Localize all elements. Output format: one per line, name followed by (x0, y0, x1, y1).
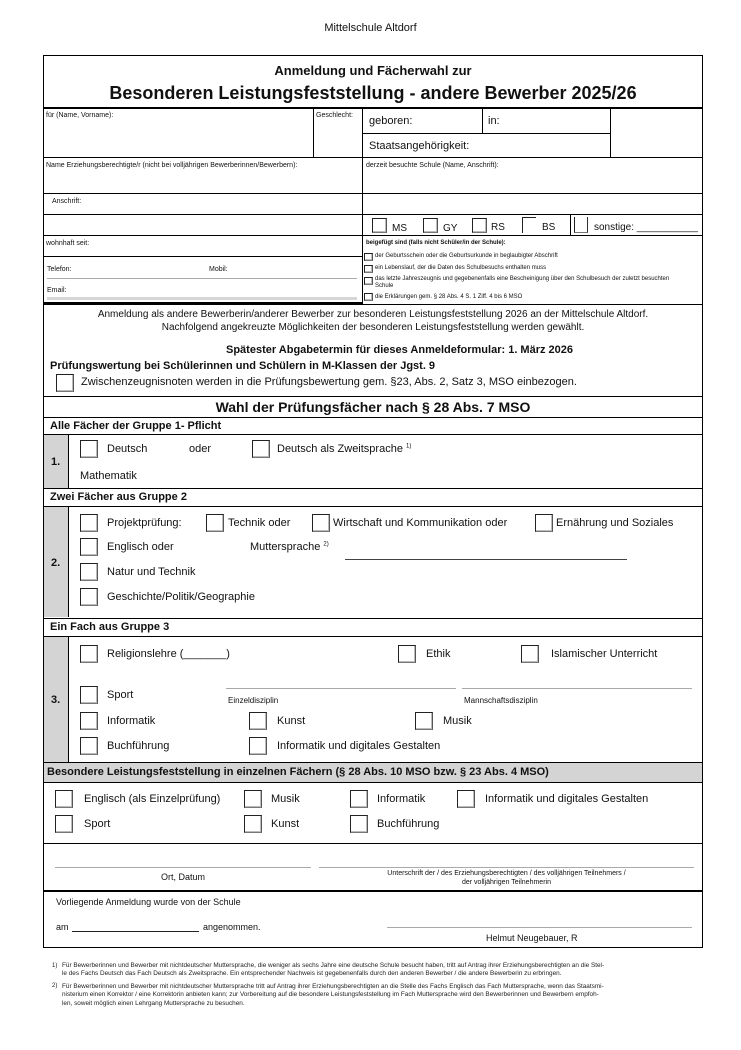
divider (43, 256, 363, 257)
label-mannschaftsdisziplin: Mannschaftsdisziplin (464, 696, 538, 705)
label-single-informatik: Informatik (377, 793, 426, 805)
label-place-date: Ort, Datum (160, 872, 205, 882)
label-sport: Sport (107, 689, 134, 701)
mclass-option: Zwischenzeugnisnoten werden in die Prüfungsbewertung gem. §23, Abs. 2, Satz 3, MSO einbezogen. (81, 376, 577, 388)
label-technik: Technik oder (228, 517, 291, 529)
checkbox-attachment-cv[interactable] (364, 265, 373, 273)
group3-number: 3. (51, 694, 61, 706)
checkbox-informatik[interactable] (80, 712, 98, 730)
footnote-2-line2: nisterium einen Korrektor / eine Korrektorin anbieten kann; zur Vorbereitung auf die besondere Leistungsfeststellung im Fach Muttersprache wird den Bewerberinnen und Bewerbern empfoh- (62, 990, 599, 998)
nationality-field[interactable] (475, 135, 605, 155)
checkbox-musik[interactable] (415, 712, 433, 730)
checkbox-attachment-report[interactable] (364, 277, 373, 285)
label-musik: Musik (443, 715, 472, 727)
label-single-buchfuehrung: Buchführung (377, 818, 440, 830)
school-type-bs: BS (542, 222, 556, 233)
divider (43, 890, 703, 892)
label-buchfuehrung: Buchführung (107, 740, 170, 752)
checkbox-daz[interactable] (252, 440, 270, 458)
born-label: geboren: (369, 115, 413, 127)
attachment-declarations: die Erklärungen gem. § 28 Abs. 4 S. 1 Ziff. 4 bis 6 MSO (375, 294, 523, 300)
label-daz (277, 443, 411, 455)
checkbox-englisch[interactable] (80, 538, 98, 556)
label-math: Mathematik (80, 470, 137, 482)
address-field[interactable] (95, 195, 357, 213)
label-informatik: Informatik (107, 715, 156, 727)
checkbox-idg[interactable] (249, 737, 267, 755)
intro-line1: Anmeldung als andere Bewerberin/anderer Bewerber zur besonderen Leistungsfeststellung 2026 an der Mittelschule Altdorf. (97, 309, 649, 320)
mobile-label: Mobil: (209, 266, 228, 273)
label-single-idg: Informatik und digitales Gestalten (485, 793, 649, 805)
group3-heading: Ein Fach aus Gruppe 3 (50, 621, 170, 633)
current-school-field-line2[interactable] (366, 195, 701, 213)
divider (68, 507, 69, 617)
footnote-2-line1: Für Bewerberinnen und Bewerber mit nichtdeutscher Muttersprache tritt auf Antrag ihrer Erziehungsberechtigten an die Stelle des Fachs Englisch das Fach Muttersprache, wenn das Staatsmi- (62, 983, 604, 990)
born-in-label: in: (488, 115, 500, 127)
checkbox-religion[interactable] (80, 645, 98, 663)
school-name: Mittelschule Altdorf (324, 22, 417, 34)
footnote-1-number: 1) (52, 963, 58, 969)
divider (47, 297, 357, 300)
guardian-field[interactable] (46, 172, 358, 192)
checkbox-buchfuehrung[interactable] (80, 737, 98, 755)
footnote-2-line3: len, soweit möglich einen Lehrgang Muttersprache zu besuchen. (62, 1000, 245, 1007)
attachment-cv: ein Lebenslauf, der die Daten des Schulbesuchs enthalten muss (375, 265, 547, 271)
divider (313, 108, 314, 158)
footnote-1-line2: le des Fachs Deutsch das Fach Deutsch als Zweitsprache. Ein entsprechender Nachweis ist gegebenenfalls durch den anderen Bewerber / die andere Bewerberin zu erbringen. (62, 970, 562, 977)
label-islam: Islamischer Unterricht (551, 648, 658, 660)
label-muttersprache (250, 541, 329, 553)
acceptance-accepted: angenommen. (203, 922, 261, 932)
divider (47, 278, 357, 279)
divider (43, 235, 703, 236)
acceptance-line1: Vorliegende Anmeldung wurde von der Schule (56, 897, 241, 907)
checkbox-gpg[interactable] (80, 588, 98, 606)
muttersprache-input-line[interactable] (345, 559, 627, 560)
place-date-field[interactable] (55, 848, 311, 866)
footnote-2 (52, 983, 702, 1008)
school-type-rs: RS (491, 222, 505, 233)
divider (43, 107, 703, 109)
principal-signature-line[interactable] (387, 927, 692, 928)
label-deutsch: Deutsch (107, 443, 148, 455)
label-daz-text: Deutsch als Zweitsprache (277, 443, 403, 455)
signature-line (319, 867, 694, 868)
checkbox-islam[interactable] (521, 645, 539, 663)
label-projekt: Projektprüfung: (107, 517, 182, 529)
footnote-1 (52, 962, 702, 978)
group2-heading: Zwei Fächer aus Gruppe 2 (50, 491, 187, 503)
address-field-line2[interactable] (46, 216, 358, 234)
checkbox-single-englisch[interactable] (55, 790, 73, 808)
name-field[interactable] (46, 122, 311, 156)
divider (482, 108, 483, 133)
checkbox-school-ms[interactable] (372, 218, 387, 233)
school-type-other: sonstige: ___________ (594, 222, 698, 233)
label-oder: oder (189, 443, 212, 455)
phone-label: Telefon: (47, 266, 72, 273)
nationality-label: Staatsangehörigkeit: (369, 140, 470, 152)
divider (43, 782, 703, 783)
checkbox-wirtschaft[interactable] (312, 514, 330, 532)
checkbox-nut[interactable] (80, 563, 98, 581)
label-kunst: Kunst (277, 715, 306, 727)
checkbox-single-idg[interactable] (457, 790, 475, 808)
label-single-kunst: Kunst (271, 818, 300, 830)
checkbox-school-gy[interactable] (423, 218, 438, 233)
einzeldisziplin-input-line[interactable] (226, 688, 456, 689)
divider (43, 636, 703, 637)
born-date-field[interactable] (420, 110, 480, 130)
current-school-field[interactable] (366, 172, 701, 192)
checkbox-projekt[interactable] (80, 514, 98, 532)
checkbox-single-buchfuehrung[interactable] (350, 815, 368, 833)
divider (43, 618, 703, 619)
principal-name: Helmut Neugebauer, R (486, 933, 578, 943)
divider (362, 133, 610, 134)
deadline: Spätester Abgabetermin für dieses Anmeldeformular: 1. März 2026 (226, 344, 574, 356)
label-englisch: Englisch oder (107, 541, 174, 553)
label-ernaehrung: Ernährung und Soziales (556, 517, 674, 529)
born-place-field[interactable] (505, 110, 605, 130)
divider (68, 435, 69, 488)
checkbox-single-sport[interactable] (55, 815, 73, 833)
divider (68, 637, 69, 762)
checkbox-attachment-declarations[interactable] (364, 293, 373, 301)
mannschaftsdisziplin-input-line[interactable] (462, 688, 692, 689)
current-school-label: derzeit besuchte Schule (Name, Anschrift): (366, 162, 499, 169)
footnote-2-number: 2) (52, 983, 58, 989)
label-ethik: Ethik (426, 648, 451, 660)
checkbox-mclass[interactable] (56, 374, 74, 392)
checkbox-kunst[interactable] (249, 712, 267, 730)
phone-field[interactable] (80, 260, 205, 276)
label-nut: Natur und Technik (107, 566, 196, 578)
email-field[interactable] (75, 281, 355, 297)
checkbox-sport[interactable] (80, 686, 98, 704)
place-date-line (55, 867, 311, 868)
divider (43, 843, 703, 844)
divider (43, 506, 703, 507)
label-single-englisch: Englisch (als Einzelprüfung) (84, 793, 221, 805)
resident-since-field[interactable] (98, 237, 358, 255)
checkbox-single-kunst[interactable] (244, 815, 262, 833)
address-label: Anschrift: (52, 198, 82, 205)
label-single-musik: Musik (271, 793, 300, 805)
checkbox-single-informatik[interactable] (350, 790, 368, 808)
label-wirtschaft: Wirtschaft und Kommunikation oder (333, 517, 508, 529)
divider (43, 157, 703, 158)
checkbox-ernaehrung[interactable] (535, 514, 553, 532)
attachment-report-cont: Schule (375, 283, 394, 289)
gender-field[interactable] (316, 122, 360, 156)
label-signature-line1: Unterschrift der / des Erziehungsberechtigten / des volljährigen Teilnehmers / (387, 870, 626, 877)
signature-field[interactable] (319, 848, 694, 866)
footnote-ref-1: 1) (406, 443, 412, 450)
checkbox-ethik[interactable] (398, 645, 416, 663)
divider (610, 108, 611, 158)
checkbox-school-rs[interactable] (472, 218, 487, 233)
school-type-ms: MS (392, 223, 407, 234)
checkbox-single-musik[interactable] (244, 790, 262, 808)
checkbox-technik[interactable] (206, 514, 224, 532)
email-label: Email: (47, 287, 67, 294)
label-gpg: Geschichte/Politik/Geographie (107, 591, 255, 603)
divider (43, 193, 703, 194)
attachment-report: das letzte Jahreszeugnis und gegebenenfalls eine Bescheinigung über den Schulbesuch der zuletzt besuchten (375, 276, 670, 282)
divider (43, 434, 703, 435)
acceptance-am: am (56, 922, 69, 932)
divider (43, 488, 703, 489)
divider (43, 396, 703, 397)
resident-since-label: wohnhaft seit: (46, 240, 90, 247)
divider (43, 304, 703, 305)
label-einzeldisziplin: Einzeldisziplin (228, 696, 279, 705)
checkbox-attachment-birth-cert[interactable] (364, 253, 373, 261)
guardian-label: Name Erziehungsberechtigte/r (nicht bei volljährigen Bewerberinnen/Bewerbern): (46, 162, 298, 169)
gender-label: Geschlecht: (316, 112, 353, 119)
attachments-heading: beigefügt sind (falls nicht Schüler/in der Schule): (366, 240, 506, 246)
divider (43, 214, 703, 215)
form-title-line1: Anmeldung und Fächerwahl zur (274, 63, 472, 78)
divider (570, 215, 571, 235)
subjects-heading: Wahl der Prüfungsfächer nach § 28 Abs. 7 MSO (215, 399, 531, 415)
school-type-gy: GY (443, 223, 458, 234)
label-religion: Religionslehre (_______) (107, 648, 230, 660)
name-label: für (Name, Vorname): (46, 112, 114, 119)
checkbox-school-bs[interactable] (522, 217, 536, 233)
label-signature-line2: der volljährigen Teilnehmerin (462, 879, 551, 886)
checkbox-school-other[interactable] (574, 217, 588, 233)
attachment-birth-cert: der Geburtsschein oder die Geburtsurkunde in beglaubigter Abschrift (375, 253, 558, 259)
group2-number: 2. (51, 557, 61, 569)
label-idg: Informatik und digitales Gestalten (277, 740, 441, 752)
footnote-ref-2: 2) (323, 541, 329, 548)
divider (43, 417, 703, 418)
single-subjects-heading: Besondere Leistungsfeststellung in einzelnen Fächern (§ 28 Abs. 10 MSO bzw. § 23 Abs. 4 MSO) (47, 766, 549, 778)
mobile-field[interactable] (235, 260, 355, 276)
label-muttersprache-text: Muttersprache (250, 541, 321, 553)
checkbox-deutsch[interactable] (80, 440, 98, 458)
label-single-sport: Sport (84, 818, 111, 830)
mclass-heading: Prüfungswertung bei Schülerinnen und Schülern in M-Klassen der Jgst. 9 (50, 360, 436, 372)
group1-number: 1. (51, 456, 61, 468)
divider (362, 108, 363, 303)
acceptance-date-line[interactable] (72, 931, 199, 932)
form-title-line2: Besonderen Leistungsfeststellung - andere Bewerber 2025/26 (109, 83, 637, 103)
intro-line2: Nachfolgend angekreuzte Möglichkeiten der besonderen Leistungsfeststellung werden gewählt. (161, 322, 585, 333)
footnote-1-line1: Für Bewerberinnen und Bewerber mit nichtdeutscher Muttersprache, die weniger als sechs Jahre eine deutsche Schule besucht haben, tritt auf Antrag ihrer Erziehungsberechtigten an die Stel- (62, 962, 605, 969)
group1-heading: Alle Fächer der Gruppe 1- Pflicht (50, 420, 222, 432)
